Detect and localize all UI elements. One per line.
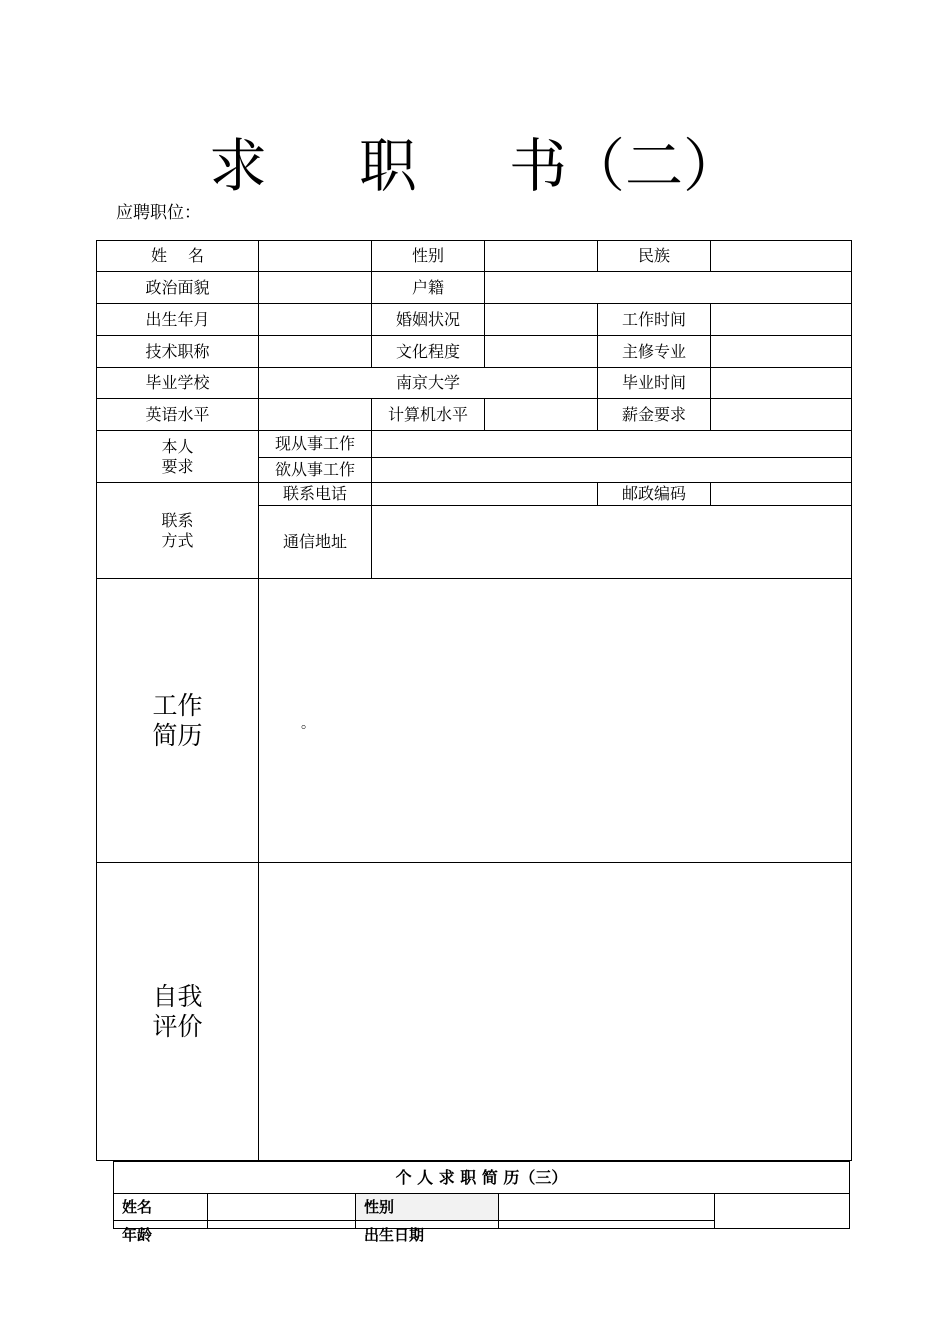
self-eval-label: 自我 评价 [152,981,203,1041]
school-field[interactable]: 南京大学 [395,373,460,392]
work-history-text: 。 [301,716,315,732]
current-job-field[interactable] [372,431,851,457]
resume3-gender-field[interactable] [499,1194,714,1220]
school-label: 毕业学校 [145,373,210,392]
title-label: 技术职称 [145,341,210,361]
resume3-age-label: 年龄 [122,1226,153,1244]
resume3-name-field[interactable] [208,1194,355,1220]
name-field[interactable] [259,241,371,271]
work-history-label: 工作 简历 [152,690,203,750]
current-job-label: 现从事工作 [274,434,355,453]
desired-job-label: 欲从事工作 [274,460,355,479]
grad-time-field[interactable] [711,368,851,398]
ethnicity-label: 民族 [637,246,670,265]
address-field[interactable] [372,506,851,578]
marital-field[interactable] [485,304,597,335]
major-label: 主修专业 [621,341,686,361]
resume3-photo-cell[interactable] [715,1194,849,1228]
self-eval-field[interactable] [259,863,851,1160]
birth-field[interactable] [259,304,371,335]
resume3-title: 个 人 求 职 简 历（三） [395,1167,568,1187]
gender-field[interactable] [485,241,597,271]
political-field[interactable] [259,272,371,303]
marital-label: 婚姻状况 [395,309,460,329]
title-char-2: 职 [358,132,417,200]
english-label: 英语水平 [145,404,210,424]
postcode-label: 邮政编码 [621,484,686,503]
title-field[interactable] [259,336,371,367]
resume3-birth-label: 出生日期 [364,1226,425,1244]
phone-label: 联系电话 [282,484,347,503]
name-label: 姓 名 [150,246,205,265]
phone-field[interactable] [372,483,597,505]
resume3-gender-label: 性别 [364,1198,395,1216]
education-field[interactable] [485,336,597,367]
birth-label: 出生年月 [145,309,210,329]
computer-label: 计算机水平 [387,404,468,424]
requirement-label: 本人 要求 [161,436,194,476]
major-field[interactable] [711,336,851,367]
page-title [0,128,950,204]
work-time-field[interactable] [711,304,851,335]
desired-job-field[interactable] [372,458,851,482]
salary-label: 薪金要求 [621,404,686,424]
grad-time-label: 毕业时间 [621,373,686,392]
hukou-field[interactable] [485,272,851,303]
gender-label: 性别 [411,246,444,265]
title-char-1: 求 [208,132,267,200]
work-time-label: 工作时间 [621,309,686,329]
address-label: 通信地址 [282,532,347,551]
title-char-3: 书（二） [509,132,742,200]
work-history-field[interactable] [259,579,851,862]
political-label: 政治面貌 [145,277,210,297]
hukou-label: 户籍 [411,277,444,297]
contact-label: 联系 方式 [161,510,194,550]
computer-field[interactable] [485,399,597,430]
ethnicity-field[interactable] [711,241,851,271]
education-label: 文化程度 [395,341,460,361]
salary-field[interactable] [711,399,851,430]
resume3-name-label: 姓名 [122,1198,153,1216]
position-label: 应聘职位： [116,203,201,223]
postcode-field[interactable] [711,483,851,505]
english-field[interactable] [259,399,371,430]
